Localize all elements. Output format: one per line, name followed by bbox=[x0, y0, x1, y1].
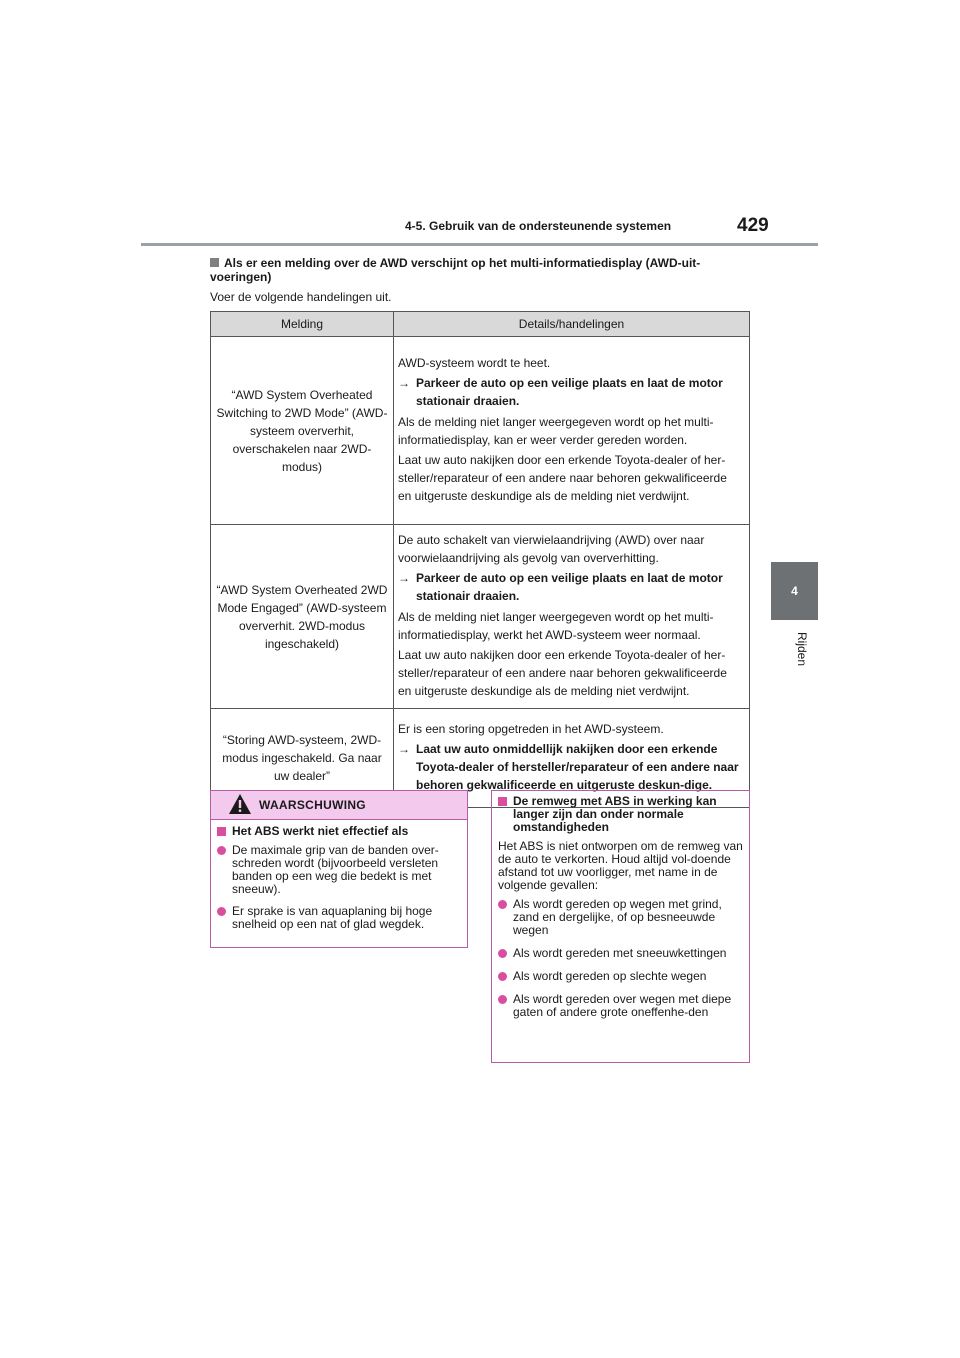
details-text: Laat uw auto nakijken door een erkende Toyota-dealer of her-steller/reparateur of een andere naar behoren gekwalificeerde en uitgeruste deskundige als de melding niet verdwijnt. bbox=[398, 648, 727, 698]
details-cell bbox=[394, 525, 750, 709]
bullet-dot-icon bbox=[217, 907, 226, 916]
message-cell: “Storing AWD-systeem, 2WD-modus ingeschakeld. Ga naar uw dealer” bbox=[211, 709, 394, 808]
list-item-text: Als wordt gereden over wegen met diepe gaten of andere grote oneffenhe-den bbox=[513, 992, 732, 1019]
column-header-message: Melding bbox=[211, 312, 394, 337]
warning-triangle-icon bbox=[228, 793, 252, 815]
header-section-title: 4-5. Gebruik van de ondersteunende systemen bbox=[405, 219, 672, 233]
header-rule bbox=[141, 243, 818, 246]
info-heading bbox=[498, 795, 743, 834]
warning-body bbox=[211, 820, 467, 931]
list-item-text: Als wordt gereden op slechte wegen bbox=[513, 969, 707, 983]
details-text: Als de melding niet langer weergegeven wordt op het multi-informatiedisplay, werkt het AWD-systeem weer normaal. bbox=[398, 610, 714, 642]
action-item bbox=[398, 374, 743, 410]
warning-subheading-text: Het ABS werkt niet effectief als bbox=[232, 824, 409, 838]
arrow-right-icon: → bbox=[398, 741, 410, 756]
list-item bbox=[498, 947, 743, 960]
column-header-details: Details/handelingen bbox=[394, 312, 750, 337]
bullet-dot-icon bbox=[498, 900, 507, 909]
bullet-dot-icon bbox=[498, 995, 507, 1004]
info-heading-text: De remweg met ABS in werking kan langer zijn dan onder normale omstandigheden bbox=[513, 794, 717, 834]
square-bullet-icon bbox=[210, 258, 219, 267]
list-item bbox=[498, 970, 743, 983]
list-item-text: Er sprake is van aquaplaning bij hoge snelheid op een nat of glad wegdek. bbox=[232, 904, 433, 931]
details-text: Er is een storing opgetreden in het AWD-systeem. bbox=[398, 721, 664, 736]
section-heading-text: Als er een melding over de AWD verschijnt op het multi-informatiedisplay (AWD-uit-voeringen) bbox=[210, 256, 701, 284]
warning-box bbox=[210, 790, 468, 948]
chapter-label: Rijden bbox=[795, 632, 809, 667]
action-text: Parkeer de auto op een veilige plaats en laat de motor stationair draaien. bbox=[416, 376, 723, 408]
message-cell: “AWD System Overheated 2WD Mode Engaged” (AWD-systeem oververhit. 2WD-modus ingeschakeld) bbox=[211, 525, 394, 709]
intro-text: Voer de volgende handelingen uit. bbox=[210, 290, 392, 304]
list-item bbox=[498, 898, 743, 937]
warning-title: WAARSCHUWING bbox=[259, 798, 366, 812]
info-paragraph: Het ABS is niet ontworpen om de remweg van de auto te verkorten. Houd altijd vol-doende afstand tot uw voorligger, met name in de volgende gevallen: bbox=[498, 839, 743, 892]
list-item bbox=[217, 844, 461, 896]
bullet-dot-icon bbox=[498, 972, 507, 981]
list-item bbox=[498, 993, 743, 1019]
table-row bbox=[211, 337, 750, 525]
chapter-tab: 4 bbox=[771, 562, 818, 620]
arrow-right-icon: → bbox=[398, 376, 410, 390]
arrow-right-icon: → bbox=[398, 571, 410, 585]
list-item-text: De maximale grip van de banden over-schreden wordt (bijvoorbeeld versleten banden op een weg die bedekt is met sneeuw). bbox=[232, 843, 439, 896]
table-row bbox=[211, 525, 750, 709]
warning-subheading bbox=[217, 825, 461, 838]
info-box bbox=[491, 790, 750, 1063]
page-number: 429 bbox=[737, 215, 769, 236]
warning-header bbox=[211, 791, 467, 820]
bullet-dot-icon bbox=[217, 846, 226, 855]
action-text: Laat uw auto onmiddellijk nakijken door een erkende Toyota-dealer of hersteller/reparateur of een andere naar behoren gekwalificeerde en uitgeruste deskun-dige. bbox=[416, 741, 739, 792]
action-item bbox=[398, 569, 743, 605]
list-item-text: Als wordt gereden op wegen met grind, zand en dergelijke, of op besneeuwde wegen bbox=[513, 897, 722, 937]
message-table bbox=[210, 311, 750, 808]
list-item bbox=[217, 905, 461, 931]
section-heading bbox=[210, 256, 750, 284]
action-text: Parkeer de auto op een veilige plaats en laat de motor stationair draaien. bbox=[416, 571, 723, 603]
table-header-row bbox=[211, 312, 750, 337]
action-item bbox=[398, 740, 743, 794]
details-text: Als de melding niet langer weergegeven wordt op het multi-informatiedisplay, kan er weer verder gereden worden. bbox=[398, 415, 714, 447]
square-bullet-icon bbox=[498, 797, 507, 806]
details-text: De auto schakelt van vierwielaandrijving (AWD) over naar voorwielaandrijving als gevolg van oververhitting. bbox=[398, 533, 705, 565]
details-text: AWD-systeem wordt te heet. bbox=[398, 356, 551, 370]
message-cell: “AWD System Overheated Switching to 2WD Mode” (AWD-systeem oververhit, overschakelen naar 2WD-modus) bbox=[211, 337, 394, 525]
details-text: Laat uw auto nakijken door een erkende Toyota-dealer of her-steller/reparateur of een andere naar behoren gekwalificeerde en uitgeruste deskundige als de melding niet verdwijnt. bbox=[398, 453, 727, 503]
square-bullet-icon bbox=[217, 827, 226, 836]
bullet-dot-icon bbox=[498, 949, 507, 958]
list-item-text: Als wordt gereden met sneeuwkettingen bbox=[513, 946, 727, 960]
details-cell bbox=[394, 337, 750, 525]
